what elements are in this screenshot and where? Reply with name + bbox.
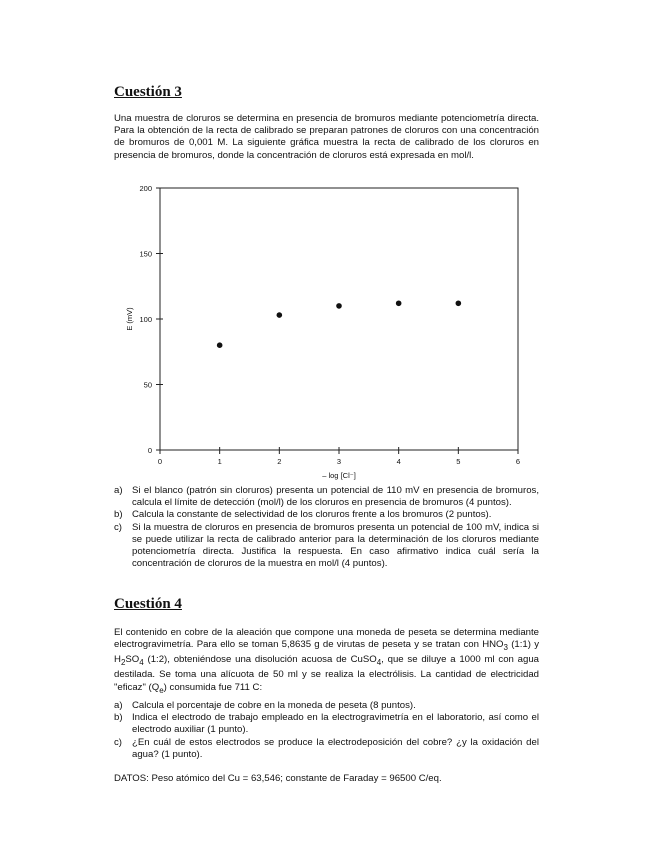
y-tick-label: 200: [139, 184, 152, 193]
x-tick-label: 4: [396, 457, 401, 466]
x-tick-label: 5: [456, 457, 461, 466]
x-tick-label: 6: [515, 457, 521, 466]
subscript: 3: [503, 643, 508, 653]
question-3-items: [114, 485, 539, 570]
question-4-intro-text: [114, 627, 539, 697]
intro-part: (1:1) y H: [114, 639, 539, 666]
data-point: [277, 312, 283, 318]
intro-part: , que se diluye a 1000 ml con agua destilada. Se toma una alícuota de 50 ml y se realiza la electrólisis. La cantidad de electricidad "eficaz" (Q: [114, 654, 539, 693]
x-tick-label: 1: [217, 457, 222, 466]
question-4-item-b: [114, 712, 539, 736]
subscript: 4: [139, 658, 144, 668]
intro-part: El contenido en cobre de la aleación que compone una moneda de peseta se determina mediante electrogravimetría. Para ello se toman 5,8635 g de virutas de peseta y se tratan con HNO: [114, 627, 539, 651]
y-tick-label: 50: [143, 380, 152, 390]
data-point: [456, 300, 462, 306]
intro-part: SO: [125, 654, 140, 666]
item-marker: c): [114, 521, 122, 533]
data-point: [217, 342, 223, 348]
plot-frame: [160, 188, 518, 450]
y-tick-label: 0: [147, 446, 152, 455]
subscript: 4: [376, 658, 382, 668]
question-4-intro: [114, 627, 539, 697]
y-tick-label: 100: [139, 315, 152, 324]
x-tick-label: 3: [336, 457, 342, 466]
item-text: Calcula el porcentaje de cobre en la moneda de peseta (8 puntos).: [132, 700, 416, 711]
question-3-item-b: [114, 509, 539, 521]
question-4-item-a: [114, 700, 539, 712]
question-3-intro: [114, 113, 539, 162]
subscript: e: [159, 685, 164, 695]
subscript: 2: [120, 658, 126, 668]
question-4-item-c: [114, 737, 539, 761]
data-point: [396, 300, 402, 306]
item-marker: b): [114, 509, 123, 521]
intro-part: (1:2), obteniéndose una disolución acuosa de CuSO: [143, 654, 377, 666]
question-4-title: Cuestión 4: [114, 596, 182, 612]
question-3-item-c: [114, 522, 539, 571]
calibration-chart: [118, 180, 538, 480]
question-3-item-a: [114, 485, 539, 509]
data-point: [336, 303, 342, 309]
item-marker: a): [114, 485, 123, 496]
datos-note: DATOS: Peso atómico del Cu = 63,546; constante de Faraday = 96500 C/eq.: [114, 773, 442, 784]
item-text: Si la muestra de cloruros en presencia de bromuros presenta un potencial de 100 mV, indica si se puede utilizar la recta de calibrado anterior para la determinación de los cloruros mediante potenciometría directa. Justifica la respuesta. En caso afirmativo indica cuál sería la concentración de cloruros de la muestra en mol/l (4 puntos).: [132, 521, 539, 570]
question-3-intro-text: Una muestra de cloruros se determina en presencia de bromuros mediante potenciometría directa. Para la obtención de la recta de calibrado se preparan patrones de cloruros con una concentración de bromuros de 0,001 M. La siguiente gráfica muestra la recta de calibrado de los cloruros en presencia de bromuros, donde la concentración de cloruros está expresada en mol/l.: [114, 113, 539, 161]
question-4-items: [114, 700, 539, 761]
item-text: ¿En cuál de estos electrodos se produce la electrodeposición del cobre? ¿y la oxidación del agua? (1 punto).: [132, 736, 539, 760]
item-text: Calcula la constante de selectividad de los cloruros frente a los bromuros (2 puntos).: [132, 509, 492, 521]
item-marker: b): [114, 712, 123, 724]
x-tick-label: 0: [157, 457, 163, 466]
item-text: Indica el electrodo de trabajo empleado en la electrogravimetría en el laboratorio, así como el electrodo auxiliar (1 punto).: [132, 712, 539, 736]
y-axis-label: E (mV): [125, 307, 134, 331]
y-tick-label: 150: [139, 249, 152, 259]
intro-part: ) consumida fue 711 C:: [163, 681, 263, 693]
item-marker: c): [114, 736, 122, 748]
x-axis-label: – log [Cl⁻]: [322, 471, 356, 480]
plot-layer: [125, 184, 520, 480]
item-text: Si el blanco (patrón sin cloruros) presenta un potencial de 110 mV en presencia de bromuros, calcula el límite de detección (mol/l) de los cloruros en presencia de bromuros (4 puntos).: [132, 485, 539, 509]
x-tick-label: 2: [277, 457, 282, 466]
item-marker: a): [114, 700, 123, 711]
question-3-title: Cuestión 3: [114, 84, 182, 100]
